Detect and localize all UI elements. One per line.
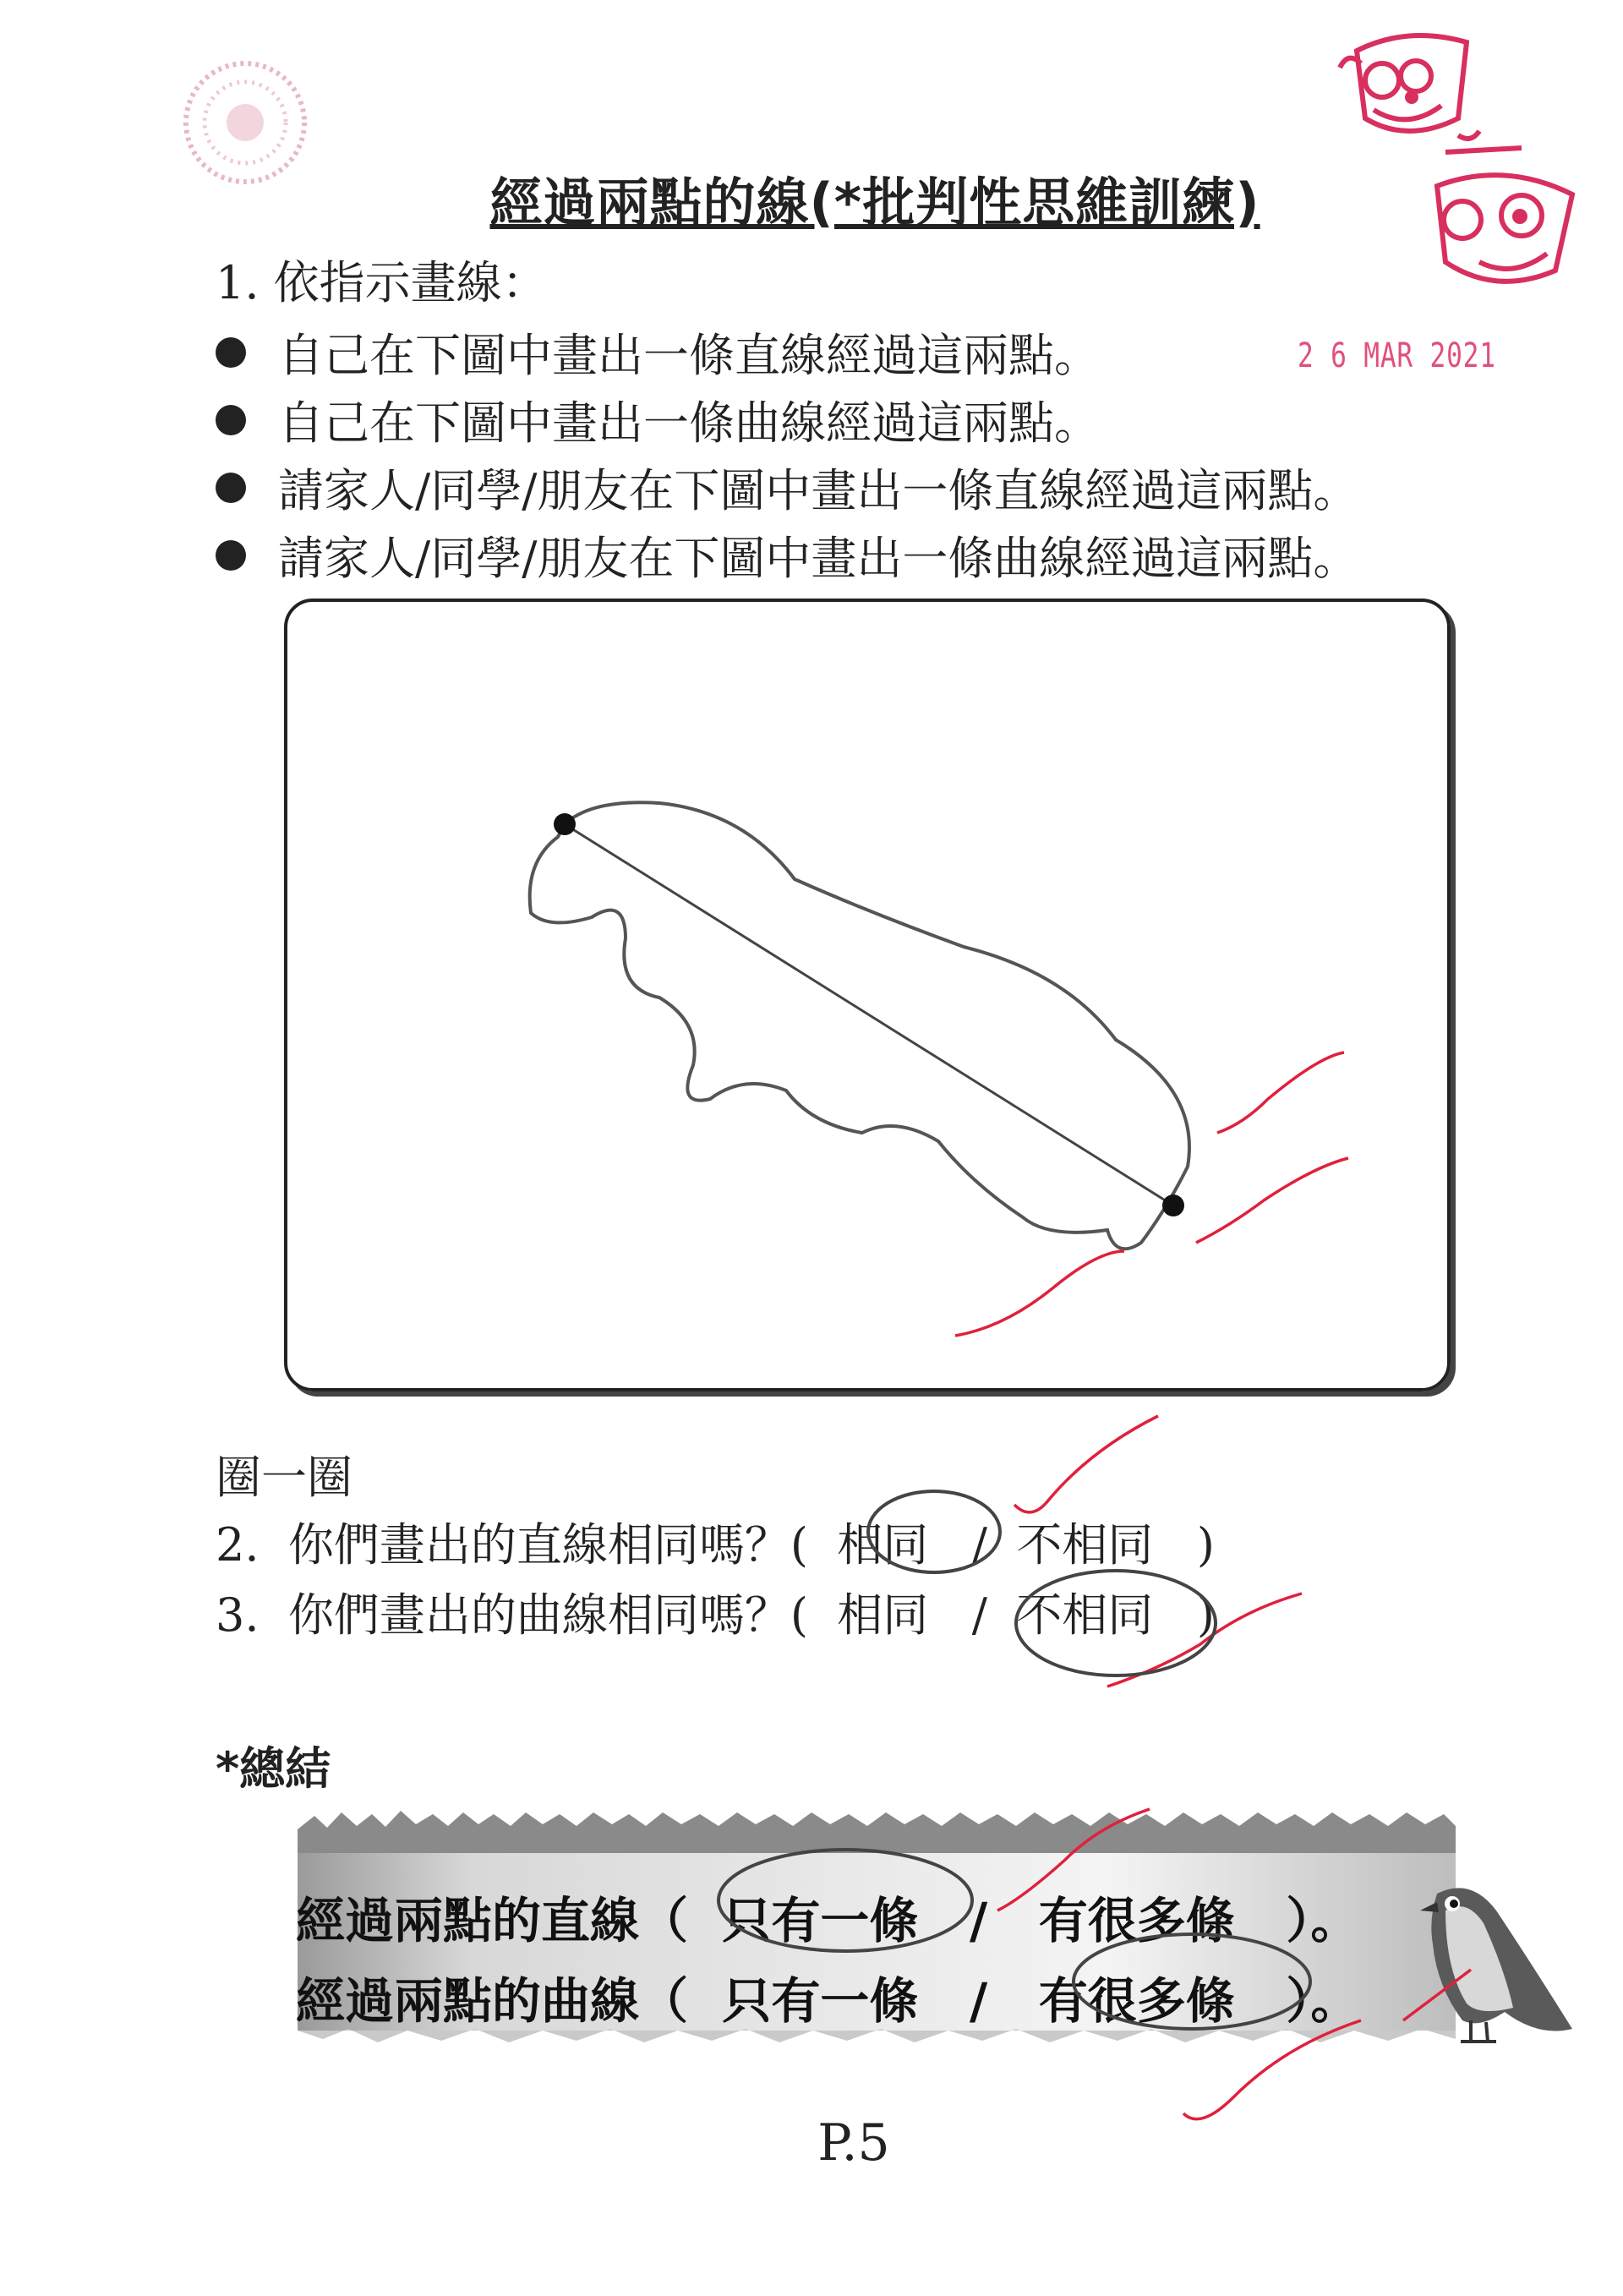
- drawing-area[interactable]: [284, 599, 1451, 1391]
- reward-stamp: [1323, 17, 1492, 161]
- instruction-text: 自己在下圖中畫出一條曲線經過這兩點。: [278, 396, 1100, 450]
- option-many[interactable]: 有很多條: [1038, 1892, 1235, 1949]
- bullet-icon: [216, 473, 246, 503]
- option-separator: /: [970, 1892, 988, 1949]
- question-close: ): [1196, 1588, 1215, 1642]
- option-separator: /: [971, 1588, 987, 1642]
- instruction-item: [216, 455, 1358, 520]
- summary-text: 經過兩點的曲線（: [296, 1972, 689, 2030]
- question-text: 2. 你們畫出的直線相同嗎？(: [216, 1518, 808, 1572]
- summary-close: ）。: [1286, 1892, 1360, 1949]
- page-number: P.5: [817, 2113, 890, 2173]
- instruction-text: 自己在下圖中畫出一條直線經過這兩點。: [278, 329, 1100, 382]
- question-2: [216, 1509, 1215, 1574]
- summary-close: ）。: [1286, 1972, 1360, 2030]
- question-3: [216, 1579, 1215, 1644]
- option-separator: /: [971, 1518, 987, 1572]
- bullet-icon: [216, 337, 246, 368]
- option-same[interactable]: 相同: [837, 1518, 929, 1572]
- option-only-one[interactable]: 只有一條: [722, 1892, 919, 1949]
- circle-heading: 圈一圈: [216, 1451, 352, 1504]
- instruction-text: 請家人/同學/朋友在下圖中畫出一條曲線經過這兩點。: [278, 532, 1359, 585]
- summary-heading: *總結: [216, 1742, 331, 1796]
- question-1-heading: 1. 依指示畫線：: [216, 256, 548, 309]
- option-different[interactable]: 不相同: [1016, 1588, 1154, 1642]
- option-same[interactable]: 相同: [837, 1588, 929, 1642]
- option-different[interactable]: 不相同: [1016, 1518, 1154, 1572]
- option-many[interactable]: 有很多條: [1038, 1972, 1235, 2030]
- summary-text: 經過兩點的直線（: [296, 1892, 689, 1949]
- instruction-item: [216, 320, 1100, 385]
- option-only-one[interactable]: 只有一條: [722, 1972, 919, 2030]
- instruction-text: 請家人/同學/朋友在下圖中畫出一條直線經過這兩點。: [278, 464, 1359, 517]
- bird-illustration: [1386, 1860, 1581, 2071]
- date-stamp: 2 6 MAR 2021: [1298, 336, 1496, 375]
- option-separator: /: [970, 1972, 988, 2030]
- question-close: ): [1196, 1518, 1215, 1572]
- instruction-item: [216, 387, 1100, 452]
- bullet-icon: [216, 540, 246, 571]
- worksheet-title: 經過兩點的線(*批判性思維訓練): [489, 172, 1260, 233]
- summary-line-curve: [296, 1961, 1359, 2032]
- instruction-item: [216, 522, 1358, 588]
- bullet-icon: [216, 405, 246, 435]
- question-text: 3. 你們畫出的曲線相同嗎？(: [216, 1588, 808, 1642]
- summary-line-straight: [296, 1881, 1359, 1952]
